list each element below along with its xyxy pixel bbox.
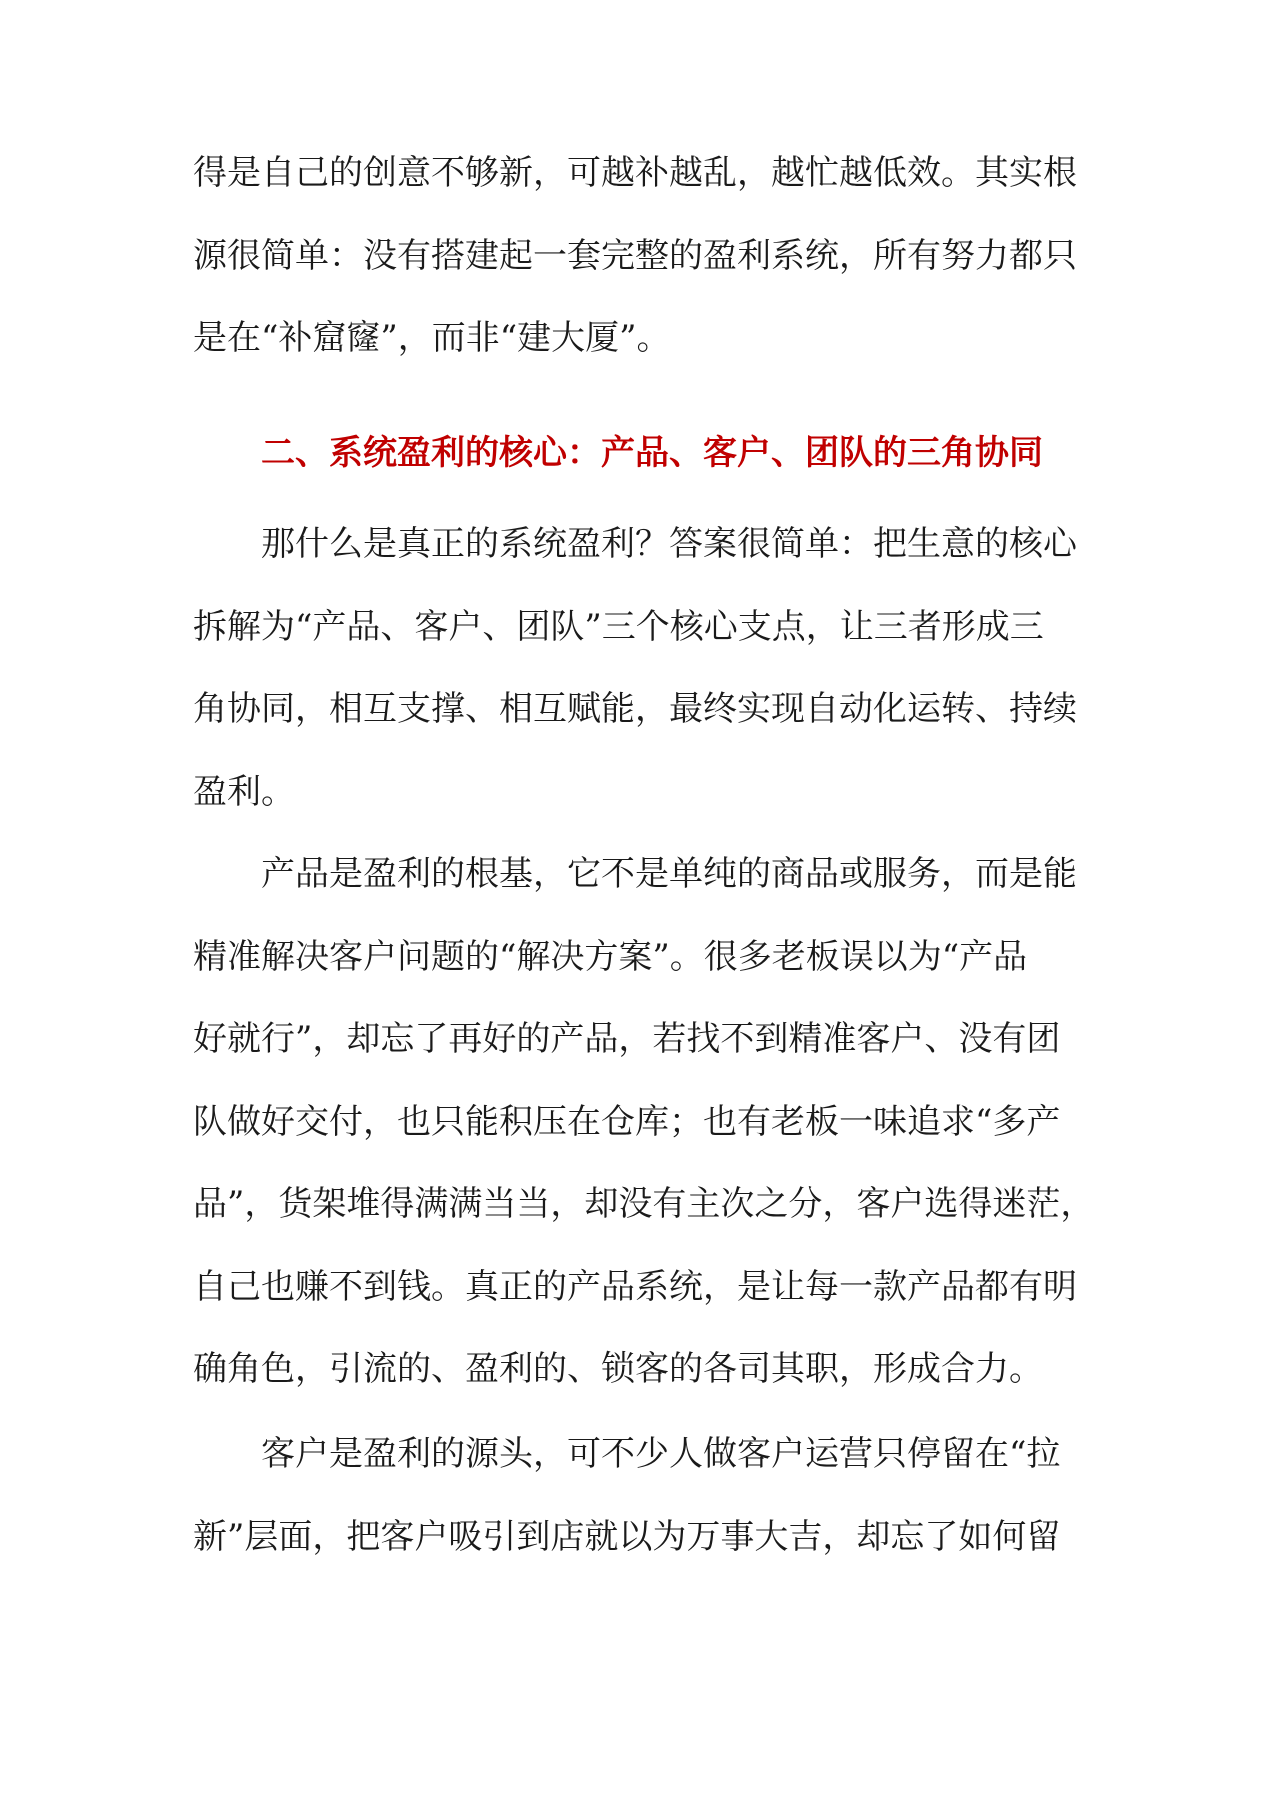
text-line: 精准解决客户问题的“解决方案”。很多老板误以为“产品 [193, 936, 1028, 977]
text-line: 得是自己的创意不够新，可越补越乱，越忙越低效。其实根 [193, 153, 1077, 193]
text-line: 源很简单：没有搭建起一套完整的盈利系统，所有努力都只 [193, 235, 1077, 276]
text-line: 客户是盈利的源头，可不少人做客户运营只停留在“拉 [261, 1434, 1061, 1474]
text-line: 是在“补窟窿”，而非“建大厦”。 [193, 318, 671, 358]
paragraph-2 [193, 833, 1095, 1411]
text-line: 自己也赚不到钱。真正的产品系统，是让每一款产品都有明 [193, 1266, 1077, 1307]
text-line: 好就行”，却忘了再好的产品，若找不到精准客户、没有团 [193, 1019, 1061, 1059]
section-heading: 二、系统盈利的核心：产品、客户、团队的三角协同 [261, 433, 1043, 473]
text-line: 品”，货架堆得满满当当，却没有主次之分，客户选得迷茫， [193, 1184, 1095, 1224]
paragraph-1 [193, 503, 1083, 833]
text-line: 那什么是真正的系统盈利？答案很简单：把生意的核心 [261, 524, 1077, 564]
text-line: 拆解为“产品、客户、团队”三个核心支点，让三者形成三 [193, 606, 1044, 647]
text-line: 队做好交付，也只能积压在仓库；也有老板一味追求“多产 [193, 1101, 1061, 1142]
text-line: 盈利。 [193, 771, 295, 812]
text-line: 产品是盈利的根基，它不是单纯的商品或服务，而是能 [261, 854, 1077, 894]
paragraph-3 [193, 1413, 1083, 1578]
intro-paragraph [193, 132, 1083, 380]
text-line: 确角色，引流的、盈利的、锁客的各司其职，形成合力。 [193, 1349, 1043, 1389]
text-line: 新”层面，把客户吸引到店就以为万事大吉，却忘了如何留 [193, 1516, 1061, 1557]
text-line: 角协同，相互支撑、相互赋能，最终实现自动化运转、持续 [193, 689, 1077, 729]
